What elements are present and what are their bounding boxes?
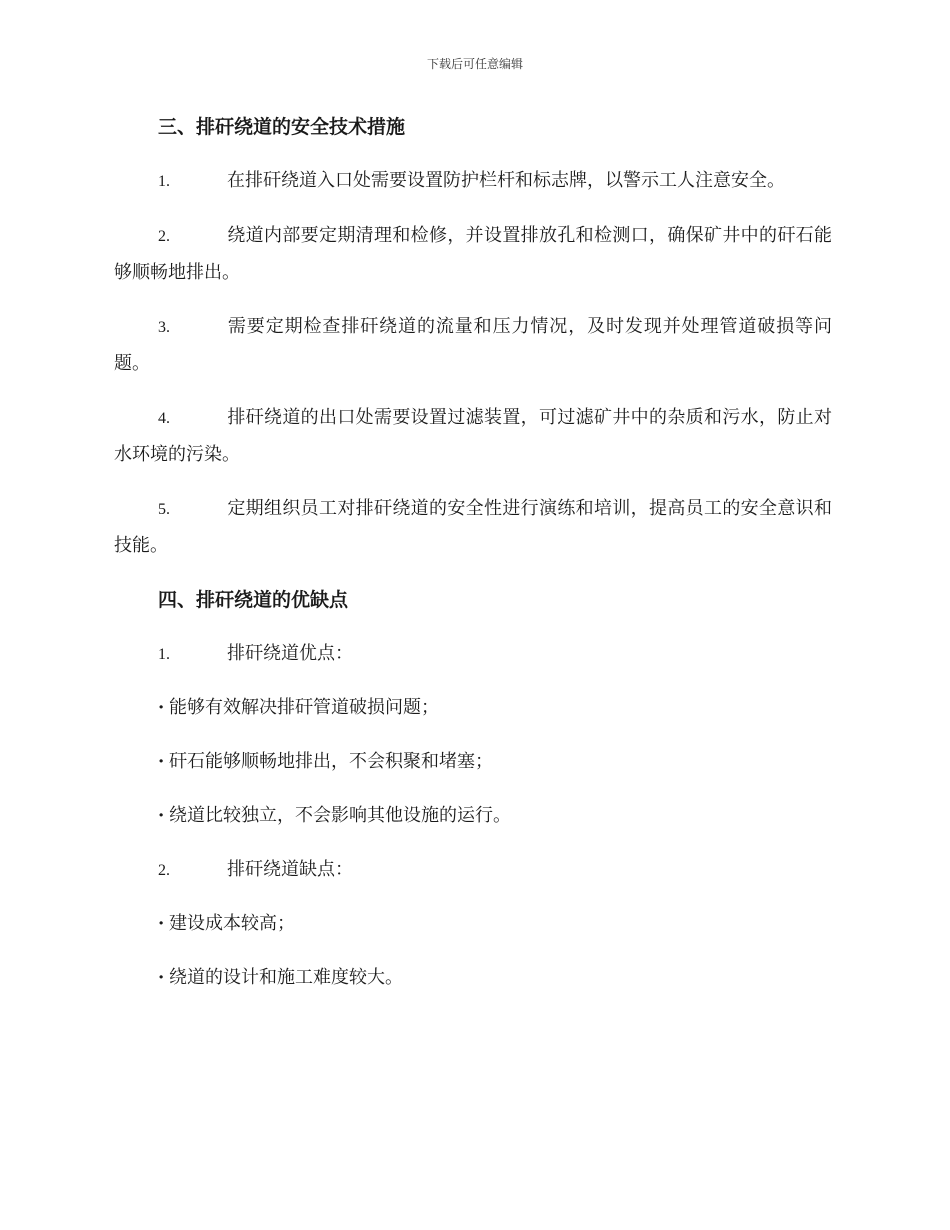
bullet-text: 矸石能够顺畅地排出，不会积聚和堵塞； bbox=[169, 751, 493, 772]
bullet-mark: · bbox=[158, 697, 165, 718]
list-number: 1. bbox=[158, 646, 170, 663]
bullet-text: 绕道比较独立，不会影响其他设施的运行。 bbox=[169, 805, 511, 826]
list-item bbox=[114, 163, 832, 200]
list-item bbox=[114, 309, 832, 382]
list-item-text: 在排矸绕道入口处需要设置防护栏杆和标志牌，以警示工人注意安全。 bbox=[227, 170, 785, 191]
section-4-heading: 四、排矸绕道的优缺点 bbox=[158, 589, 349, 611]
pros-label: 排矸绕道优点： bbox=[227, 643, 353, 664]
bullet-item bbox=[114, 960, 832, 996]
list-number: 2. bbox=[158, 228, 170, 245]
bullet-text: 绕道的设计和施工难度较大。 bbox=[169, 967, 403, 988]
list-number: 3. bbox=[158, 319, 170, 336]
pros-label-line bbox=[114, 636, 832, 672]
page-header: 下载后可任意编辑 bbox=[426, 57, 523, 71]
bullet-item bbox=[114, 690, 832, 726]
bullet-item bbox=[114, 744, 832, 780]
list-item-text: 定期组织员工对排矸绕道的安全性进行演练和培训，提高员工的安全意识和技能。 bbox=[114, 498, 832, 556]
section-3-heading: 三、排矸绕道的安全技术措施 bbox=[158, 116, 406, 138]
bullet-item bbox=[114, 798, 832, 834]
bullet-mark: · bbox=[158, 967, 165, 988]
list-number: 4. bbox=[158, 410, 170, 427]
bullet-text: 建设成本较高； bbox=[169, 913, 295, 934]
list-number: 2. bbox=[158, 862, 170, 879]
bullet-item bbox=[114, 906, 832, 942]
list-item-text: 绕道内部要定期清理和检修，并设置排放孔和检测口，确保矿井中的矸石能够顺畅地排出。 bbox=[114, 225, 832, 283]
bullet-mark: · bbox=[158, 805, 165, 826]
cons-label: 排矸绕道缺点： bbox=[227, 859, 353, 880]
document-body bbox=[114, 109, 832, 1014]
bullet-mark: · bbox=[158, 913, 165, 934]
list-item-text: 需要定期检查排矸绕道的流量和压力情况，及时发现并处理管道破损等问题。 bbox=[114, 316, 832, 374]
list-number: 1. bbox=[158, 173, 170, 190]
list-item bbox=[114, 400, 832, 473]
list-number: 5. bbox=[158, 501, 170, 518]
cons-label-line bbox=[114, 852, 832, 888]
list-item bbox=[114, 218, 832, 291]
list-item bbox=[114, 491, 832, 564]
bullet-mark: · bbox=[158, 751, 165, 772]
bullet-text: 能够有效解决排矸管道破损问题； bbox=[169, 697, 439, 718]
list-item-text: 排矸绕道的出口处需要设置过滤装置，可过滤矿井中的杂质和污水，防止对水环境的污染。 bbox=[114, 407, 832, 465]
